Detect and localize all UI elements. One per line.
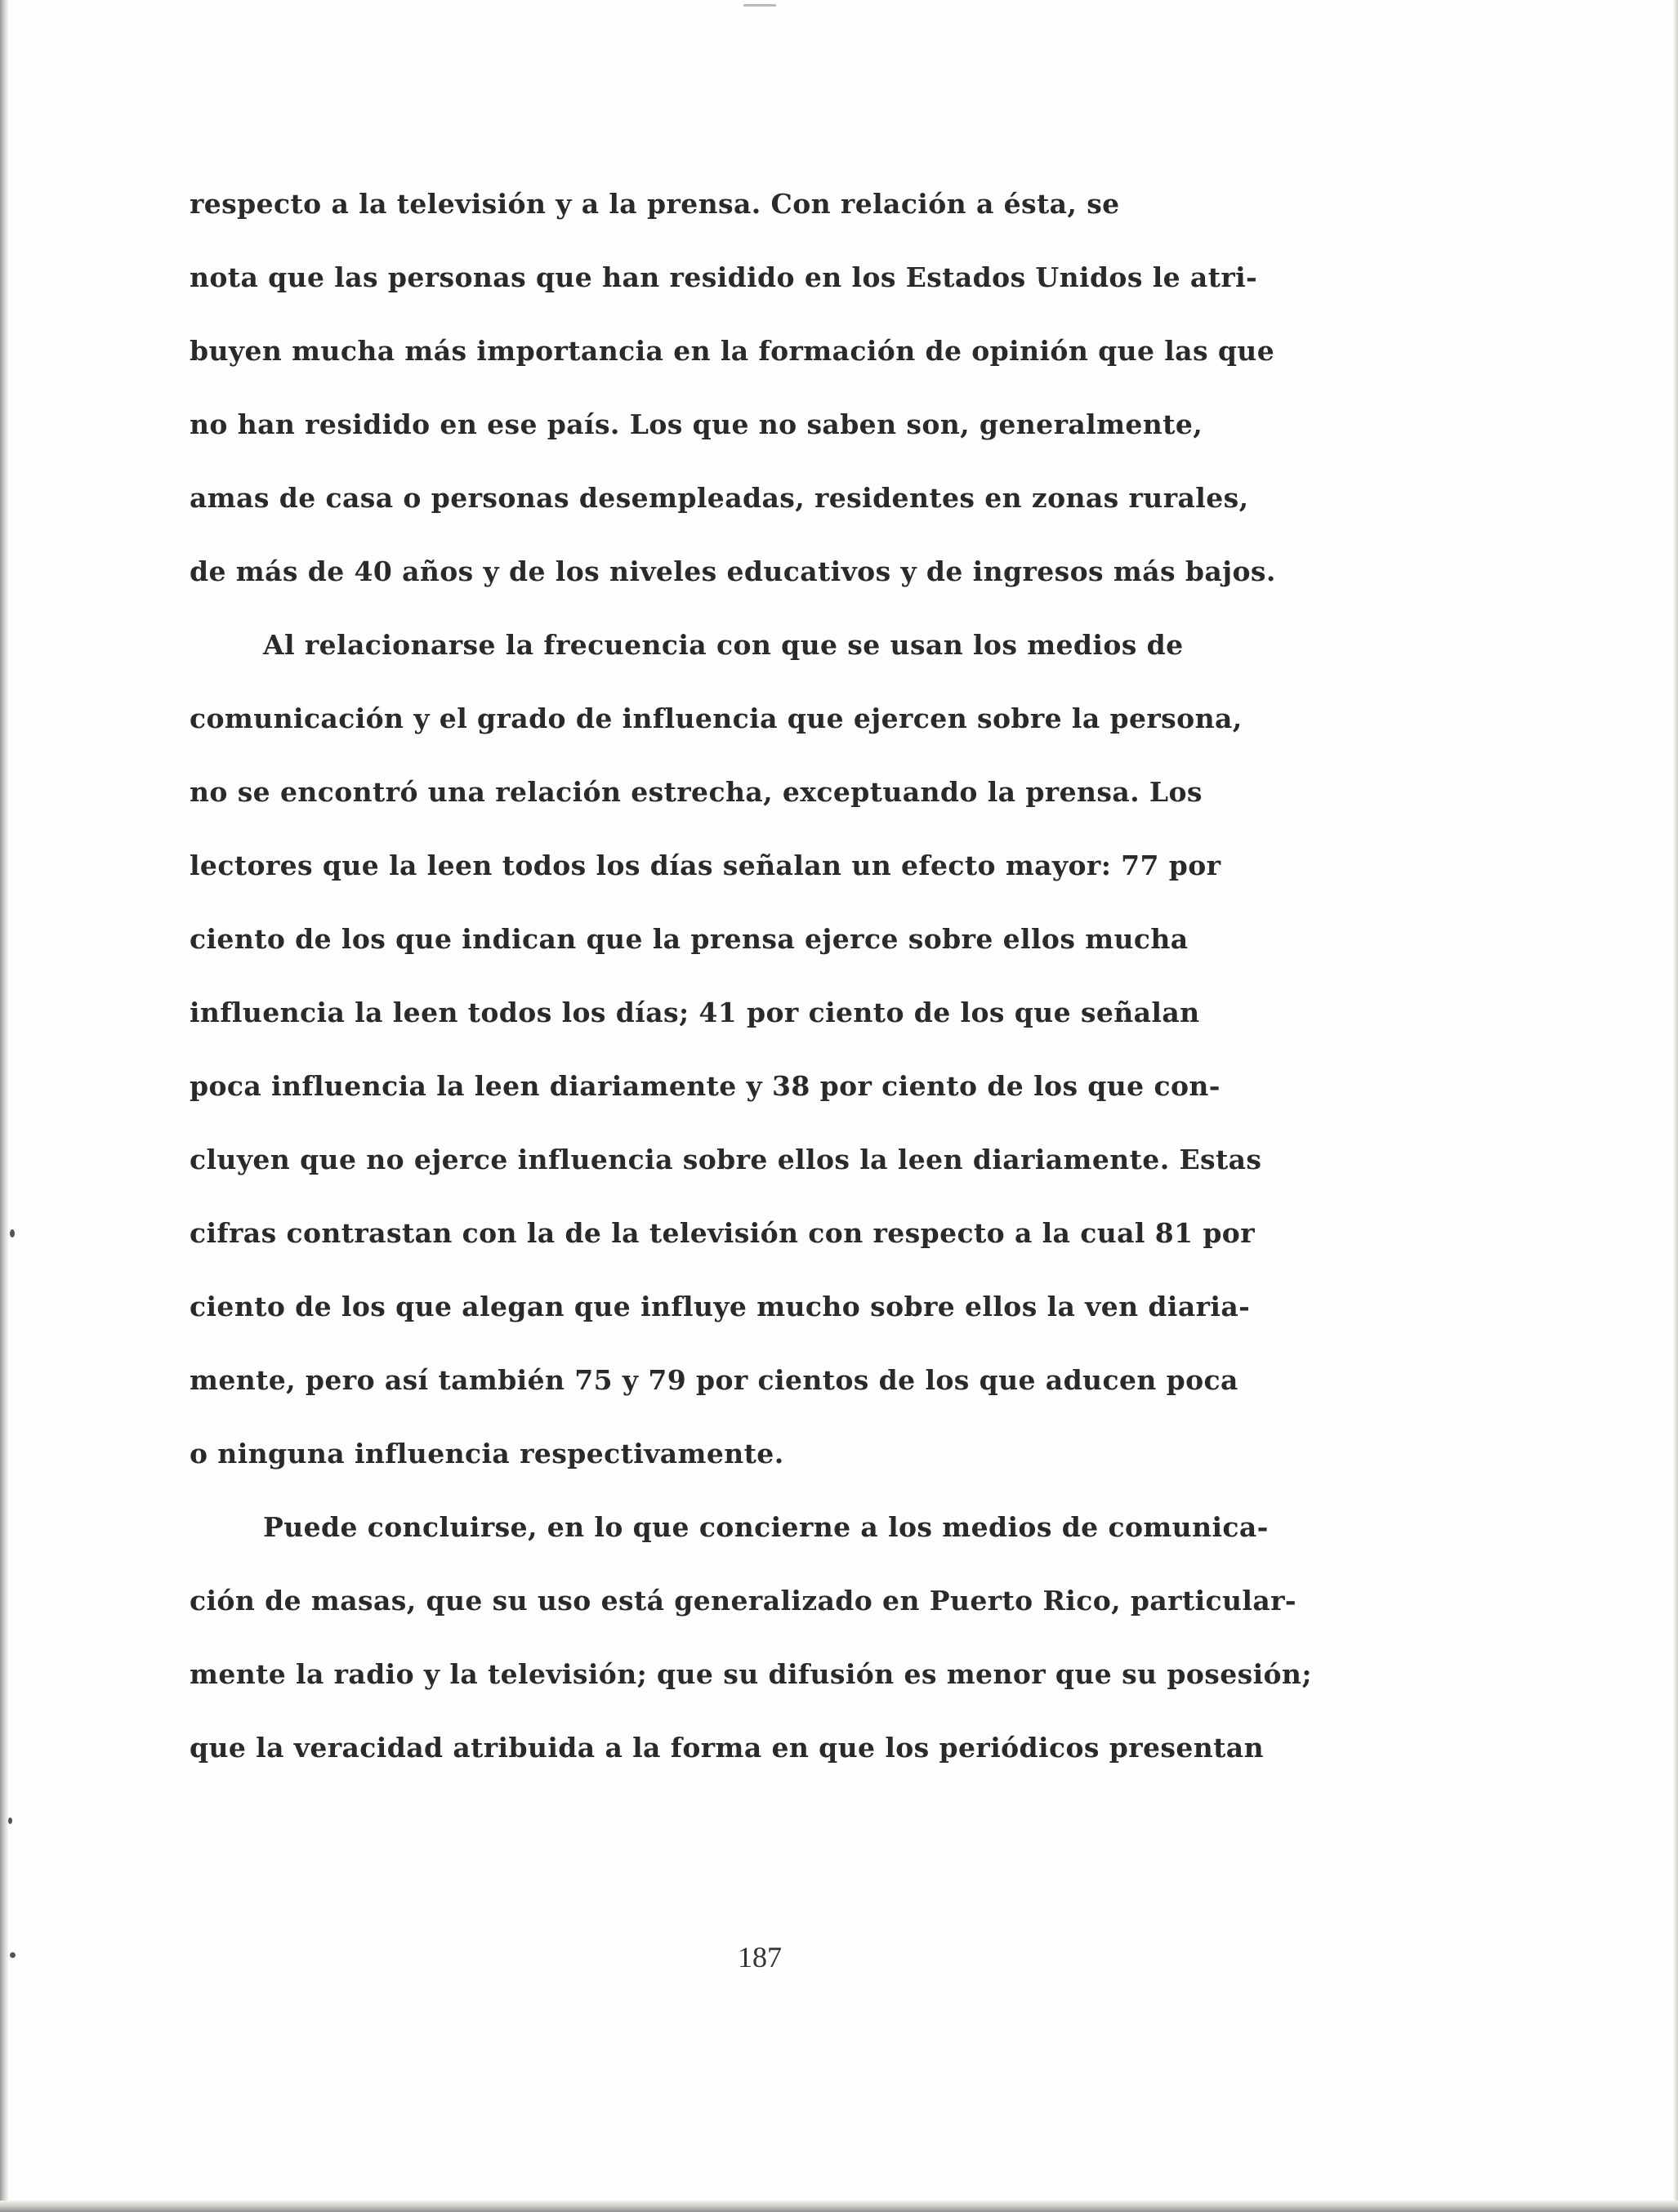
text-line: ciento de los que indican que la prensa ejerce sobre ellos mucha (190, 923, 1189, 955)
text-line: lectores que la leen todos los días señalan un efecto mayor: 77 por (190, 850, 1221, 881)
scan-edge-left (0, 0, 8, 2212)
text-line: ciento de los que alegan que influye mucho sobre ellos la ven diaria- (190, 1291, 1251, 1322)
text-line: buyen mucha más importancia en la formación de opinión que las que (190, 335, 1275, 367)
scan-speck (10, 1229, 15, 1238)
text-line: cifras contrastan con la de la televisión con respecto a la cual 81 por (190, 1217, 1256, 1249)
text-line: nota que las personas que han residido en los Estados Unidos le atri- (190, 261, 1258, 293)
text-line: Puede concluirse, en lo que concierne a los medios de comunica- (263, 1511, 1269, 1543)
page-number: 187 (738, 1941, 782, 1973)
text-line: poca influencia la leen diariamente y 38 por ciento de los que con- (190, 1070, 1221, 1102)
text-line: amas de casa o personas desempleadas, residentes en zonas rurales, (190, 482, 1249, 514)
text-line: de más de 40 años y de los niveles educativos y de ingresos más bajos. (190, 555, 1276, 587)
text-line: Al relacionarse la frecuencia con que se usan los medios de (263, 629, 1184, 661)
text-line: respecto a la televisión y a la prensa. Con relación a ésta, se (190, 188, 1120, 220)
text-line: mente, pero así también 75 y 79 por cientos de los que aducen poca (190, 1364, 1238, 1396)
text-line: ción de masas, que su uso está generalizado en Puerto Rico, particular- (190, 1585, 1297, 1617)
scan-speck (743, 4, 776, 7)
scan-edge-right (1673, 0, 1678, 2212)
text-line: no se encontró una relación estrecha, exceptuando la prensa. Los (190, 776, 1203, 808)
scan-edge-bottom (0, 2201, 1678, 2212)
text-line: que la veracidad atribuida a la forma en que los periódicos presentan (190, 1732, 1264, 1764)
text-line: no han residido en ese país. Los que no saben son, generalmente, (190, 408, 1203, 440)
text-line: o ninguna influencia respectivamente. (190, 1438, 784, 1469)
text-line: comunicación y el grado de influencia que ejercen sobre la persona, (190, 702, 1243, 734)
text-line: mente la radio y la televisión; que su difusión es menor que su posesión; (190, 1658, 1312, 1690)
text-line: influencia la leen todos los días; 41 por ciento de los que señalan (190, 997, 1200, 1028)
text-line: cluyen que no ejerce influencia sobre ellos la leen diariamente. Estas (190, 1144, 1262, 1175)
body-text (190, 176, 1374, 1793)
scan-speck (8, 1817, 12, 1824)
